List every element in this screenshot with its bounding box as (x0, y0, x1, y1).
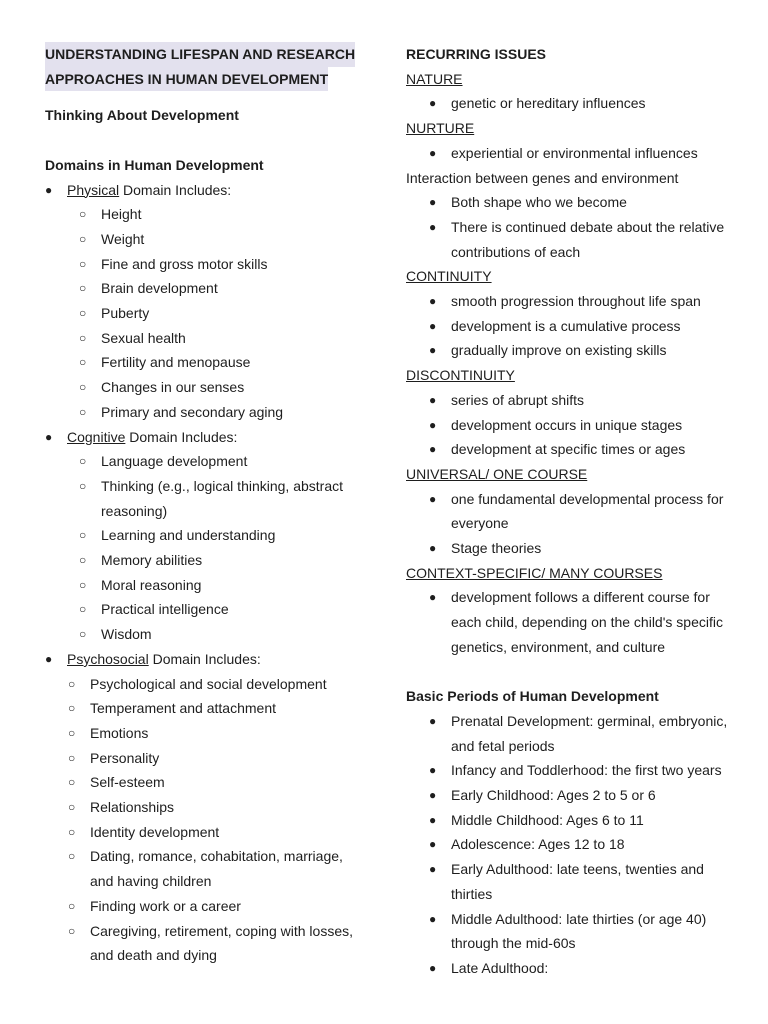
list-item-text: Fine and gross motor skills (101, 255, 268, 272)
list-item (406, 907, 736, 956)
list-item-text: smooth progression throughout life span (451, 293, 701, 310)
list-item-text: gradually improve on existing skills (451, 342, 667, 359)
list-item (45, 919, 365, 968)
bullet-icon: ● (429, 392, 437, 407)
bullet-icon: ● (45, 182, 53, 197)
list-item-text: Fertility and menopause (101, 354, 251, 371)
list-item (406, 536, 736, 561)
psychosocial-domain (45, 647, 365, 672)
list-item (45, 400, 365, 425)
bullet-icon: ○ (79, 207, 87, 222)
list-item-text: development follows a different course for each child, depending on the child's specific genetics, environment, and culture (451, 589, 723, 655)
list-item (406, 141, 736, 166)
bullet-icon: ● (429, 442, 437, 457)
list-item-text: Emotions (90, 724, 149, 741)
list-item (45, 894, 365, 919)
bullet-icon: ● (429, 788, 437, 803)
right-column (406, 42, 736, 981)
nurture-list (406, 141, 736, 166)
list-item (45, 770, 365, 795)
list-item (45, 301, 365, 326)
list-item-text: genetic or hereditary influences (451, 95, 646, 112)
bullet-icon: ○ (68, 676, 76, 691)
cognitive-label: Cognitive (67, 428, 126, 445)
bullet-icon: ○ (68, 750, 76, 765)
list-item-text: Weight (101, 230, 145, 247)
list-item-text: Puberty (101, 305, 150, 322)
physical-suffix: Domain Includes: (119, 181, 232, 198)
list-item-text: Early Adulthood: late teens, twenties and thirties (451, 861, 704, 902)
bullet-icon: ● (45, 651, 53, 666)
bullet-icon: ● (429, 145, 437, 160)
bullet-icon: ○ (79, 553, 87, 568)
nature-label: NATURE (406, 70, 463, 87)
list-item-text: Prenatal Development: germinal, embryonic, and fetal periods (451, 712, 728, 754)
bullet-icon: ○ (68, 923, 76, 938)
list-item-text: Height (101, 206, 142, 223)
cognitive-domain (45, 425, 365, 450)
list-item-text: development at specific times or ages (451, 441, 686, 458)
list-item (406, 388, 736, 413)
bullet-icon: ○ (68, 849, 76, 864)
bullet-icon: ○ (79, 478, 87, 493)
continuity-label: CONTINUITY (406, 268, 492, 285)
bullet-icon: ● (429, 491, 437, 506)
list-item-text: Middle Adulthood: late thirties (or age 40) through the mid-60s (451, 910, 707, 952)
list-item (45, 449, 365, 474)
list-item-text: Early Childhood: Ages 2 to 5 or 6 (451, 787, 656, 804)
cognitive-suffix: Domain Includes: (125, 428, 238, 445)
list-item (406, 289, 736, 314)
list-item (45, 820, 365, 845)
list-item (45, 844, 365, 893)
cognitive-list (45, 449, 365, 647)
list-item-text: There is continued debate about the relative contributions of each (451, 218, 725, 260)
psychosocial-suffix: Domain Includes: (148, 650, 261, 667)
list-item-text: Thinking (e.g., logical thinking, abstract reasoning) (101, 477, 344, 519)
recurring-heading: RECURRING ISSUES (406, 46, 547, 62)
bullet-icon: ○ (79, 231, 87, 246)
list-item-text: Learning and understanding (101, 527, 276, 544)
list-item-text: Stage theories (451, 540, 542, 557)
list-item-text: Primary and secondary aging (101, 403, 284, 420)
universal-label: UNIVERSAL/ ONE COURSE (406, 465, 588, 482)
list-item-text: Self-esteem (90, 774, 165, 791)
list-item-text: Psychological and social development (90, 675, 327, 692)
bullet-icon: ○ (79, 602, 87, 617)
list-item-text: Infancy and Toddlerhood: the first two years (451, 762, 722, 779)
list-item-text: Relationships (90, 799, 175, 816)
bullet-icon: ○ (79, 577, 87, 592)
bullet-icon: ● (429, 343, 437, 358)
list-item (45, 795, 365, 820)
list-item (45, 252, 365, 277)
list-item (406, 190, 736, 215)
list-item-text: experiential or environmental influences (451, 144, 698, 161)
bullet-icon: ● (429, 417, 437, 432)
list-item-text: Personality (90, 749, 160, 766)
list-item (406, 91, 736, 116)
list-item-text: Memory abilities (101, 552, 203, 569)
list-item (406, 437, 736, 462)
bullet-icon: ● (429, 763, 437, 778)
list-item (406, 783, 736, 808)
list-item-text: Adolescence: Ages 12 to 18 (451, 836, 625, 853)
list-item-text: Caregiving, retirement, coping with losses, and death and dying (90, 922, 354, 964)
bullet-icon: ○ (68, 824, 76, 839)
list-item-text: Moral reasoning (101, 576, 202, 593)
list-item-text: Changes in our senses (101, 379, 245, 396)
list-item-text: one fundamental developmental process for everyone (451, 490, 724, 532)
list-item-text: Wisdom (101, 626, 152, 643)
bullet-icon: ● (429, 961, 437, 975)
nature-list (406, 91, 736, 116)
left-column (45, 42, 365, 968)
list-item (45, 276, 365, 301)
list-item (45, 202, 365, 227)
bullet-icon: ○ (79, 281, 87, 296)
list-item (45, 746, 365, 771)
periods-heading: Basic Periods of Human Development (406, 688, 659, 705)
bullet-icon: ● (429, 541, 437, 556)
domains-heading: Domains in Human Development (45, 156, 264, 173)
bullet-icon: ● (429, 812, 437, 827)
bullet-icon: ● (45, 429, 53, 444)
list-item-text: development is a cumulative process (451, 317, 681, 334)
list-item (45, 696, 365, 721)
list-item (45, 350, 365, 375)
list-item (406, 215, 736, 264)
list-item (406, 338, 736, 363)
continuity-list (406, 289, 736, 363)
document-title (45, 42, 365, 91)
list-item (45, 721, 365, 746)
list-item-text: Both shape who we become (451, 194, 627, 211)
bullet-icon: ○ (79, 627, 87, 642)
list-item (45, 622, 365, 647)
list-item (406, 314, 736, 339)
bullet-icon: ○ (79, 330, 87, 345)
interaction-text: Interaction between genes and environment (406, 169, 679, 186)
list-item-text: Temperament and attachment (90, 700, 276, 717)
list-item-text: Late Adulthood: (451, 960, 549, 976)
list-item-text: Language development (101, 453, 248, 470)
physical-domain (45, 178, 365, 203)
bullet-icon: ● (429, 195, 437, 210)
bullet-icon: ○ (79, 404, 87, 419)
title-line-2: APPROACHES IN HUMAN DEVELOPMENT (45, 67, 328, 92)
list-item (45, 326, 365, 351)
list-item-text: development occurs in unique stages (451, 416, 683, 433)
bullet-icon: ○ (79, 306, 87, 321)
bullet-icon: ○ (79, 380, 87, 395)
list-item-text: Middle Childhood: Ages 6 to 11 (451, 811, 644, 828)
discontinuity-list (406, 388, 736, 462)
list-item (406, 585, 736, 659)
list-item (406, 487, 736, 536)
universal-list (406, 487, 736, 561)
list-item (406, 808, 736, 833)
bullet-icon: ● (429, 713, 437, 728)
physical-label: Physical (67, 181, 120, 198)
list-item (45, 672, 365, 697)
thinking-heading: Thinking About Development (45, 107, 239, 124)
list-item (45, 548, 365, 573)
list-item-text: Sexual health (101, 329, 186, 346)
list-item (406, 413, 736, 438)
list-item (45, 474, 365, 523)
list-item (406, 709, 736, 758)
list-item (406, 832, 736, 857)
periods-list (406, 709, 736, 981)
list-item-text: Identity development (90, 823, 220, 840)
list-item-text: Finding work or a career (90, 897, 241, 914)
bullet-icon: ○ (68, 701, 76, 716)
bullet-icon: ○ (68, 775, 76, 790)
bullet-icon: ○ (79, 454, 87, 469)
psychosocial-label: Psychosocial (67, 650, 149, 667)
title-line-1: UNDERSTANDING LIFESPAN AND RESEARCH (45, 42, 355, 67)
bullet-icon: ● (429, 837, 437, 852)
context-list (406, 585, 736, 659)
list-item-text: Brain development (101, 280, 218, 297)
list-item-text: series of abrupt shifts (451, 391, 585, 408)
list-item (406, 758, 736, 783)
bullet-icon: ○ (79, 355, 87, 370)
list-item-text: Dating, romance, cohabitation, marriage, and having children (90, 848, 343, 890)
bullet-icon: ● (429, 219, 437, 234)
bullet-icon: ● (429, 862, 437, 877)
interaction-list (406, 190, 736, 264)
bullet-icon: ● (429, 318, 437, 333)
psychosocial-list (45, 672, 365, 968)
context-label: CONTEXT-SPECIFIC/ MANY COURSES (406, 564, 663, 581)
list-item (45, 227, 365, 252)
discontinuity-label: DISCONTINUITY (406, 367, 515, 384)
physical-list (45, 202, 365, 424)
list-item (406, 956, 736, 981)
bullet-icon: ● (429, 911, 437, 926)
list-item (406, 857, 736, 906)
bullet-icon: ● (429, 294, 437, 309)
list-item (45, 597, 365, 622)
list-item (45, 375, 365, 400)
list-item (45, 523, 365, 548)
bullet-icon: ○ (79, 256, 87, 271)
bullet-icon: ○ (68, 800, 76, 815)
list-item (45, 573, 365, 598)
list-item-text: Practical intelligence (101, 601, 229, 618)
nurture-label: NURTURE (406, 120, 475, 137)
bullet-icon: ● (429, 590, 437, 605)
bullet-icon: ○ (79, 528, 87, 543)
bullet-icon: ○ (68, 898, 76, 913)
bullet-icon: ● (429, 96, 437, 111)
bullet-icon: ○ (68, 725, 76, 740)
